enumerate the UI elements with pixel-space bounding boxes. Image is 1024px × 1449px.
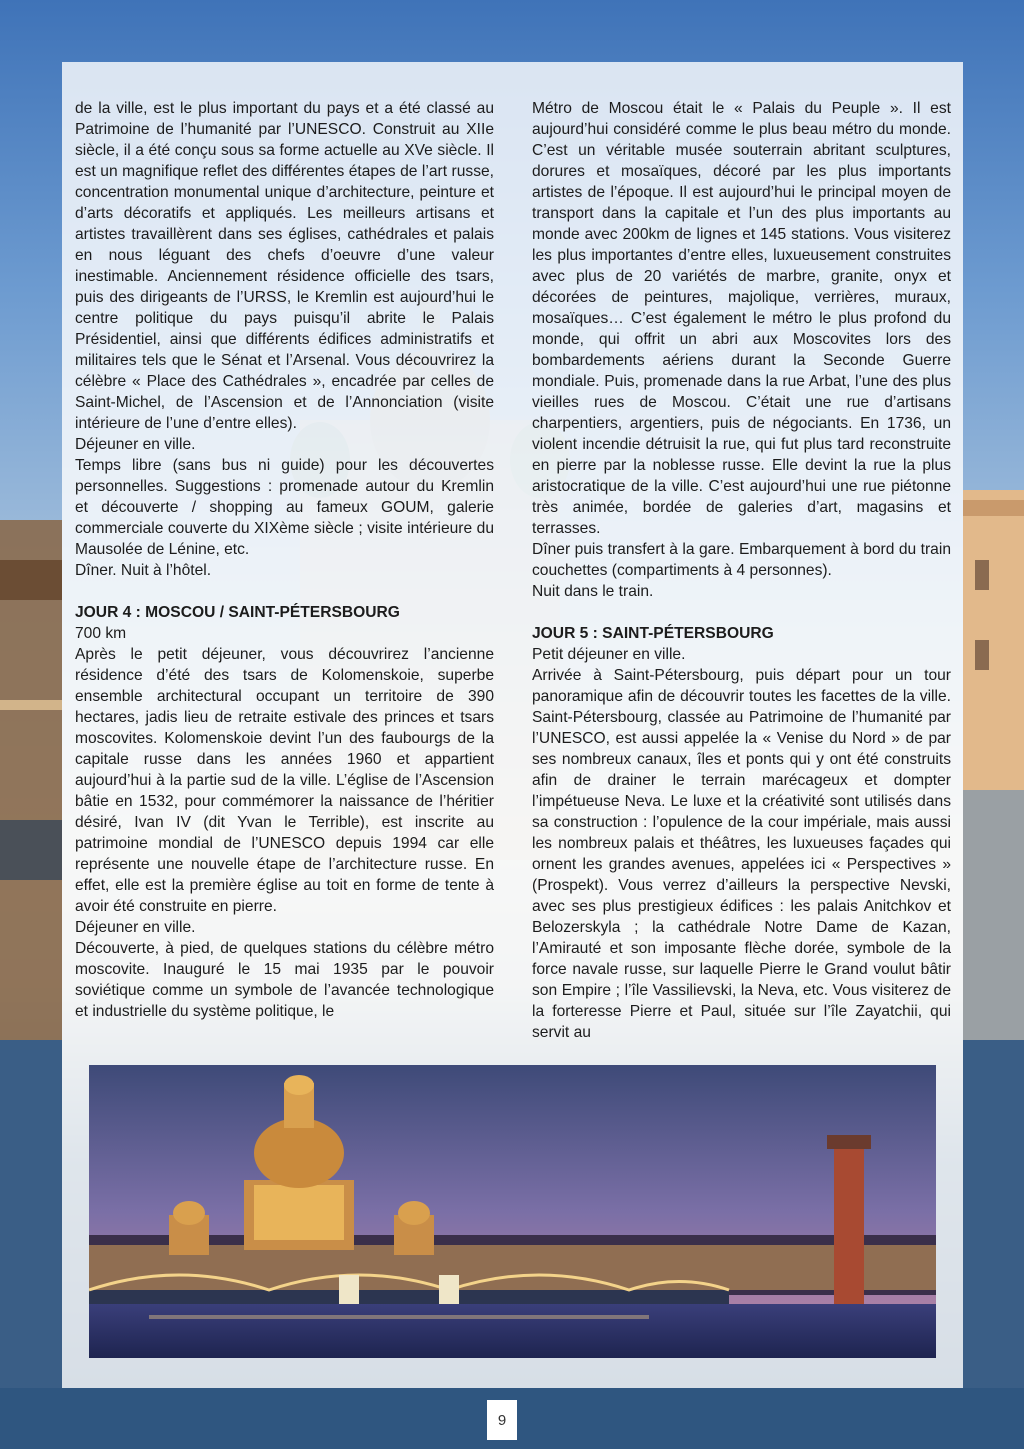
day5-paragraph: Arrivée à Saint-Pétersbourg, puis départ pour un tour panoramique afin de découvrir toutes les facettes de la ville. Saint-Pétersbourg, classée au Patrimoine de l’humanité par l’UNESCO, est aussi appelée la « Venise du Nord » de par ses nombreux canaux, îles et ponts qui y ont été construits afin de drainer le terrain marécageux et dompter l’impétueuse Neva. Le luxe et la créativité sont utilisés dans sa construction : l’opulence de la cour impériale, mais aussi les nombreux palais et théâtres, les luxueuses façades qui ornent les grandes avenues, appelées ici « Perspectives » (Prospekt). Vous verrez d’ailleurs la perspective Nevski, avec ses plus prestigieux édifices : les palais Anitchkov et Belozerskyla ; la cathédrale Notre Dame de Kazan, l’Amirauté et son imposante flèche dorée, symbole de la force navale russe, sur laquelle Pierre le Grand voulut bâtir son Empire ; l’île Vassilievski, la Neva, etc. Vous visiterez de la forteresse Pierre et Paul, située sur l’île Zayatchii, qui servit au xyxy=(532,667,951,1041)
saint-isaac-cathedral-photo xyxy=(89,1065,936,1358)
lunch-line: Déjeuner en ville. xyxy=(75,436,196,453)
lunch-line-2: Déjeuner en ville. xyxy=(75,919,196,936)
dinner-train-line: Dîner puis transfert à la gare. Embarquement à bord du train couchettes (compartiments à 4 personnes). xyxy=(532,541,951,579)
right-column xyxy=(532,98,951,1043)
spacer xyxy=(532,602,951,623)
free-time-paragraph: Temps libre (sans bus ni guide) pour les découvertes personnelles. Suggestions : promenade autour du Kremlin et découverte / shopping au fameux GOUM, galerie commerciale couverte du XIXème siècle ; visite intérieure du Mausolée de Lénine, etc. xyxy=(75,457,494,558)
spacer xyxy=(75,581,494,602)
night-train-line: Nuit dans le train. xyxy=(532,583,654,600)
dinner-line: Dîner. Nuit à l’hôtel. xyxy=(75,562,212,579)
metro-paragraph: Découverte, à pied, de quelques stations du célèbre métro moscovite. Inauguré le 15 mai 1935 par le pouvoir soviétique comme un symbole de l’avancée technologique et industrielle du système politique, le xyxy=(75,940,494,1020)
left-column xyxy=(75,98,494,1022)
day4-distance: 700 km xyxy=(75,625,127,642)
day5-heading: JOUR 5 : SAINT-PÉTERSBOURG xyxy=(532,625,774,642)
day4-paragraph: Après le petit déjeuner, vous découvrirez l’ancienne résidence d’été des tsars de Kolomenskoie, superbe ensemble architectural occupant un territoire de 390 hectares, jadis lieu de retraite estivale des princes et tsars moscovites. Kolomenskoie devint l’un des faubourgs de la capitale russe dans les années 1960 et appartient aujourd’hui à la partie sud de la ville. L’église de l’Ascension bâtie en 1532, pour commémorer la naissance de l’héritier désiré, Ivan IV (dit Yvan le Terrible), est inscrite au patrimoine mondial de l’UNESCO depuis 1994 car elle représente une nouvelle étape de l’architecture russe. En effet, elle est la première église au toit en forme de tente à avoir été construite en pierre. xyxy=(75,646,494,915)
day4-heading: JOUR 4 : MOSCOU / SAINT-PÉTERSBOURG xyxy=(75,604,400,621)
page-number: 9 xyxy=(487,1400,517,1440)
day5-breakfast: Petit déjeuner en ville. xyxy=(532,646,686,663)
metro-continued-paragraph: Métro de Moscou était le « Palais du Peuple ». Il est aujourd’hui considéré comme le plus beau métro du monde. C’est un véritable musée souterrain abritant sculptures, dorures et mosaïques, décoré par les plus importants artistes de l’époque. Il est aujourd’hui le principal moyen de transport dans la capitale et l’un des plus importants au monde avec 200km de lignes et 145 stations. Vous visiterez les plus importantes d’entre elles, luxueusement construites avec plus de 20 variétés de marbre, granite, onyx et décorées de peintures, majolique, verrières, muraux, mosaïques… C’est également le métro le plus profond du monde, qui offrit un abri aux Moscovites lors des bombardements aériens durant la Seconde Guerre mondiale. Puis, promenade dans la rue Arbat, l’une des plus vieilles rues de Moscou. C’était une rue d’artisans charpentiers, argentiers, puis de négociants. En 1736, un violent incendie détruisit la rue, qui fut plus tard reconstruite en pierre par la noblesse russe. Elle devint la rue la plus aristocratique de la ville. C’est aujourd’hui une rue piétonne très animée, bordée de galeries d’art, magasins et terrasses. xyxy=(532,100,951,537)
kremlin-paragraph: de la ville, est le plus important du pays et a été classé au Patrimoine de l’humanité par l’UNESCO. Construit au XIIe siècle, il a été conçu sous sa forme actuelle au XVe siècle. Il est un magnifique reflet des différentes étapes de l’art russe, concentration monumental unique d’architecture, peinture et d’arts décoratifs et appliqués. Les meilleurs artisans et artistes travaillèrent dans ses églises, cathédrales et palais en nous léguant des chefs d’oeuvre d’une valeur inestimable. Anciennement résidence officielle des tsars, puis des dirigeants de l’URSS, le Kremlin est aujourd’hui le centre politique du pays puisqu’il abrite le Palais Présidentiel, ainsi que différents édifices administratifs et militaires tels que le Sénat et l’Arsenal. Vous découvrirez la célèbre « Place des Cathédrales », encadrée par celles de Saint-Michel, de l’Ascension et de l’Annonciation (visite intérieure de l’une d’entre elles). xyxy=(75,100,494,432)
